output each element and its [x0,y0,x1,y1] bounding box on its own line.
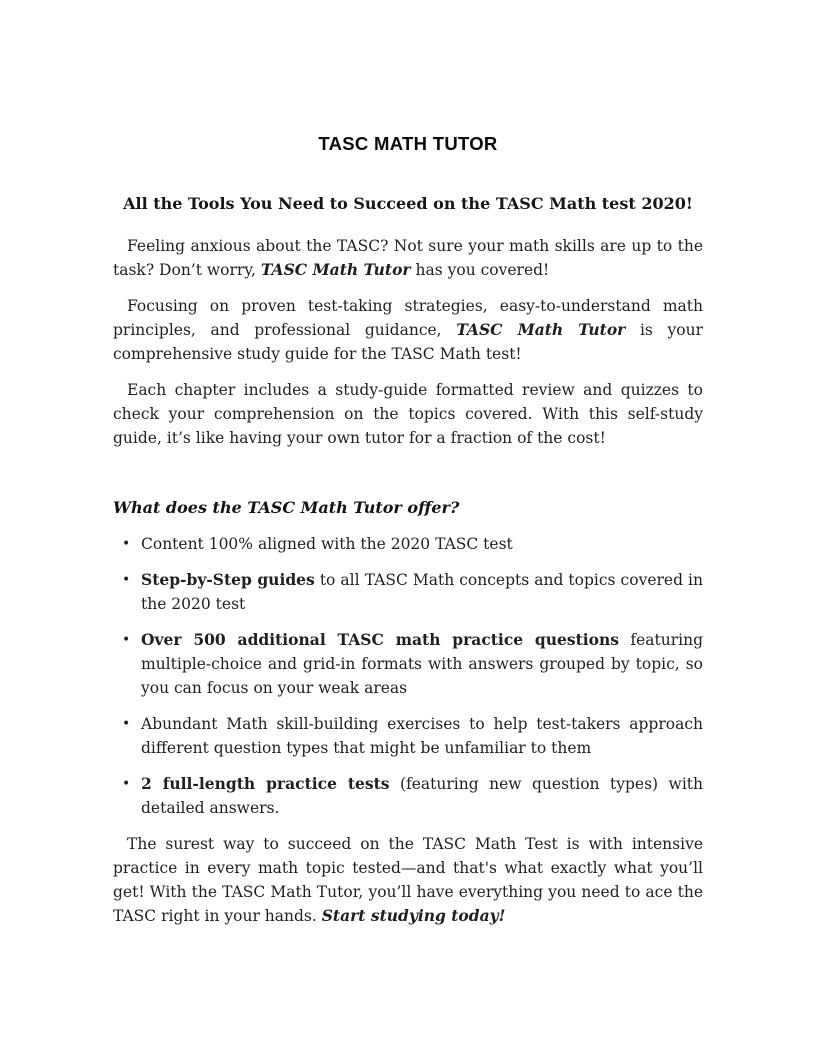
paragraph-text: is your comprehensive study guide for the TASC Math test! [113,321,703,363]
bullet-icon: • [122,716,131,732]
offer-heading: What does the TASC Math Tutor offer? [113,498,460,517]
bullet-icon: • [122,572,131,588]
list-item [113,532,703,556]
page-title: TASC MATH TUTOR [318,133,498,154]
list-item-bold: 2 full-length practice tests [141,774,390,793]
list-item [113,628,703,700]
paragraph-text: Each chapter includes a study-guide formatted review and quizzes to check your comprehension on the topics covered. With this self-study guide, it’s like having your own tutor for a fraction of the cost! [113,381,703,447]
paragraph-focus [113,294,703,366]
call-to-action-emphasis: Start studying today! [321,906,506,925]
offer-list [113,532,703,820]
paragraph-closing [113,832,703,928]
paragraph-text: has you covered! [410,261,550,279]
subtitle-heading: All the Tools You Need to Succeed on the TASC Math test 2020! [123,194,693,213]
bullet-icon: • [122,536,131,552]
list-item-bold: Step-by-Step guides [141,570,315,589]
product-name-emphasis: TASC Math Tutor [456,320,626,339]
bullet-icon: • [122,632,131,648]
list-item-bold: Over 500 additional TASC math practice questions [141,630,620,649]
list-item [113,568,703,616]
product-name-emphasis: TASC Math Tutor [260,260,411,279]
list-item-text: (featuring new question types) with detailed answers. [141,775,703,817]
list-item-text: featuring multiple-choice and grid-in formats with answers grouped by topic, so you can focus on your weak areas [141,631,703,697]
paragraph-text: Feeling anxious about the TASC? Not sure your math skills are up to the task? Don’t worry, [113,237,703,279]
bullet-icon: • [122,776,131,792]
page-content [113,0,703,928]
list-item [113,712,703,760]
list-item-text: Abundant Math skill-building exercises to help test-takers approach different question types that might be unfamiliar to them [141,715,703,757]
list-item-text: Content 100% aligned with the 2020 TASC test [141,535,513,553]
list-item-text: to all TASC Math concepts and topics covered in the 2020 test [141,571,703,613]
paragraph-intro [113,234,703,282]
paragraph-chapters [113,378,703,450]
paragraph-text: Focusing on proven test-taking strategies, easy-to-understand math principles, and professional guidance, [113,297,703,339]
paragraph-text: The surest way to succeed on the TASC Math Test is with intensive practice in every math topic tested—and that's what exactly what you’ll get! With the TASC Math Tutor, you’ll have everything you need to ace the TASC right in your hands. [113,835,703,925]
list-item [113,772,703,820]
